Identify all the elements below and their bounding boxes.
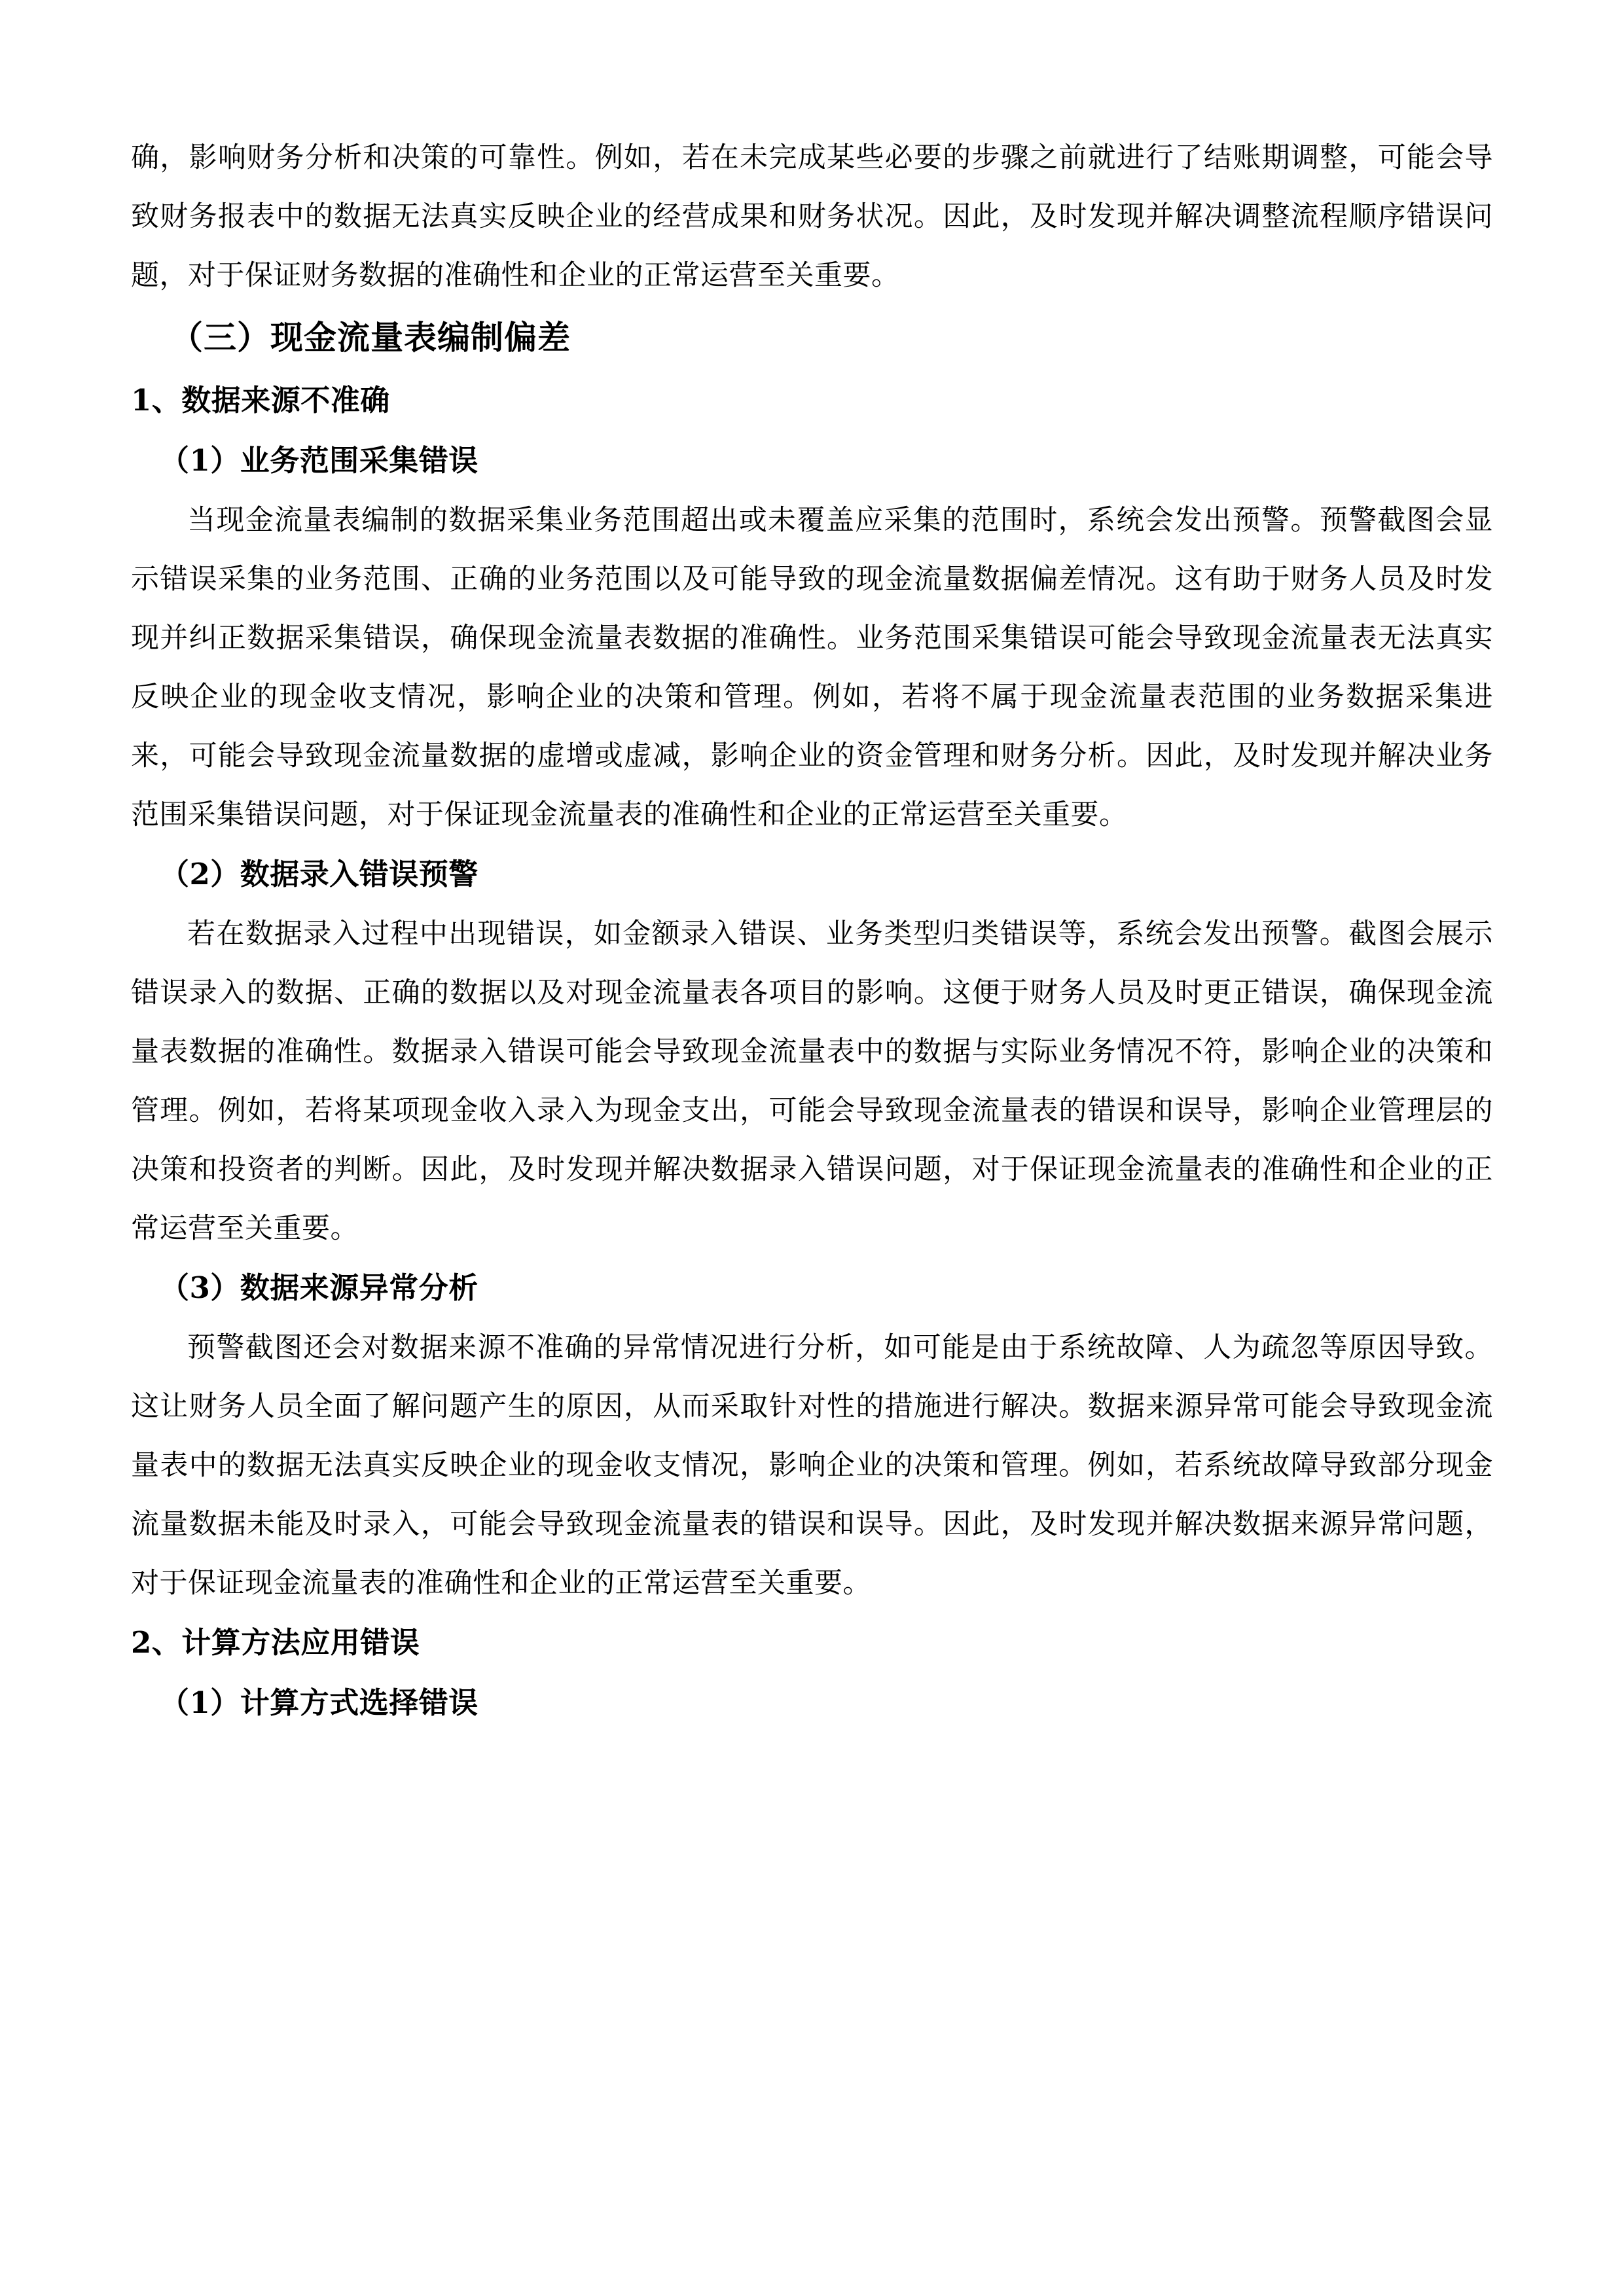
continued-paragraph: 确，影响财务分析和决策的可靠性。例如，若在未完成某些必要的步骤之前就进行了结账期调整，可能会导致财务报表中的数据无法真实反映企业的经营成果和财务状况。因此，及时发现并解决调整流程顺序错误问题，对于保证财务数据的准确性和企业的正常运营至关重要。 — [131, 141, 1493, 292]
item-heading-business-scope-collection-error: （1）业务范围采集错误 — [160, 443, 478, 478]
item-body-data-entry-error-alert: 若在数据录入过程中出现错误，如金额录入错误、业务类型归类错误等，系统会发出预警。截图会展示错误录入的数据、正确的数据以及对现金流量表各项目的影响。这便于财务人员及时更正错误，确保现金流量表数据的准确性。数据录入错误可能会导致现金流量表中的数据与实际业务情况不符，影响企业的决策和管理。例如，若将某项现金收入录入为现金支出，可能会导致现金流量表的错误和误导，影响企业管理层的决策和投资者的判断。因此，及时发现并解决数据录入错误问题，对于保证现金流量表的准确性和企业的正常运营至关重要。 — [131, 918, 1493, 1245]
item-heading-calculation-mode-selection-error: （1）计算方式选择错误 — [160, 1685, 478, 1720]
item-body-data-source-anomaly-analysis: 预警截图还会对数据来源不准确的异常情况进行分析，如可能是由于系统故障、人为疏忽等原因导致。这让财务人员全面了解问题产生的原因，从而采取针对性的措施进行解决。数据来源异常可能会导致现金流量表中的数据无法真实反映企业的现金收支情况，影响企业的决策和管理。例如，若系统故障导致部分现金流量数据未能及时录入，可能会导致现金流量表的错误和误导。因此，及时发现并解决数据来源异常问题，对于保证现金流量表的准确性和企业的正常运营至关重要。 — [131, 1331, 1493, 1600]
subsection-heading-calculation-method-error: 2、计算方法应用错误 — [131, 1625, 420, 1660]
section-heading-cash-flow-deviation: （三）现金流量表编制偏差 — [170, 318, 571, 357]
item-heading-data-entry-error-alert: （2）数据录入错误预警 — [160, 857, 478, 891]
subsection-heading-data-source-inaccurate: 1、数据来源不准确 — [131, 383, 390, 418]
item-heading-data-source-anomaly-analysis: （3）数据来源异常分析 — [160, 1270, 478, 1305]
document-body — [131, 128, 1493, 1733]
item-body-business-scope-collection-error: 当现金流量表编制的数据采集业务范围超出或未覆盖应采集的范围时，系统会发出预警。预警截图会显示错误采集的业务范围、正确的业务范围以及可能导致的现金流量数据偏差情况。这有助于财务人员及时发现并纠正数据采集错误，确保现金流量表数据的准确性。业务范围采集错误可能会导致现金流量表无法真实反映企业的现金收支情况，影响企业的决策和管理。例如，若将不属于现金流量表范围的业务数据采集进来，可能会导致现金流量数据的虚增或虚减，影响企业的资金管理和财务分析。因此，及时发现并解决业务范围采集错误问题，对于保证现金流量表的准确性和企业的正常运营至关重要。 — [131, 504, 1493, 831]
